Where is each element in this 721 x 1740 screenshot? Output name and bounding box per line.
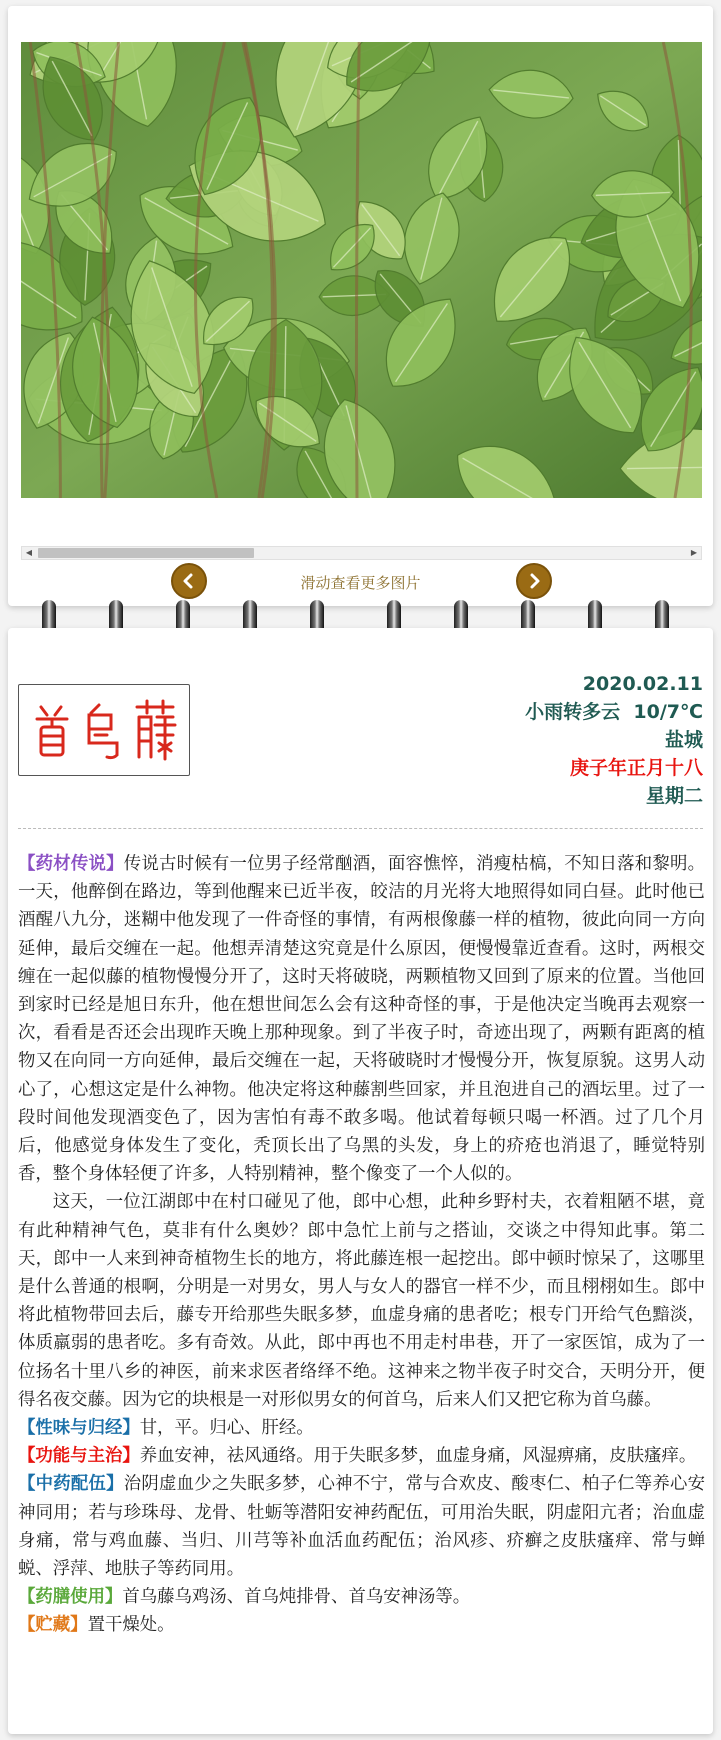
function-section — [18, 1442, 705, 1470]
herb-photo — [21, 42, 702, 498]
next-image-button[interactable] — [516, 563, 552, 599]
storage-text: 置干燥处。 — [87, 1615, 175, 1636]
herb-name-seal — [18, 684, 190, 776]
photo-gallery-card — [8, 6, 713, 606]
leaf-foliage-image — [21, 42, 702, 498]
city-text: 盐城 — [664, 729, 703, 751]
dashed-divider — [18, 828, 703, 829]
weather-text: 小雨转多云 10/7℃ — [525, 701, 703, 723]
arrow-right-icon — [524, 571, 544, 591]
scrollbar-thumb[interactable] — [38, 548, 254, 558]
swipe-hint: 滑动查看更多图片 — [300, 574, 421, 592]
legend-tag: 【药材传说】 — [18, 854, 124, 874]
date-info-panel — [525, 670, 703, 810]
article-paper — [8, 628, 713, 1734]
diet-tag: 【药膳使用】 — [18, 1587, 123, 1608]
function-tag: 【功能与主治】 — [18, 1446, 140, 1467]
combo-section — [18, 1470, 705, 1583]
storage-section — [18, 1611, 705, 1639]
arrow-left-icon — [179, 571, 199, 591]
lunar-date-text: 庚子年正月十八 — [569, 757, 703, 779]
gallery-nav — [8, 563, 713, 599]
weekday-text: 星期二 — [645, 785, 703, 807]
scroll-right-arrow-icon[interactable]: ▶ — [690, 548, 698, 557]
nature-section — [18, 1414, 705, 1442]
scroll-left-arrow-icon[interactable]: ◀ — [25, 548, 33, 557]
legend-text: 传说古时候有一位男子经常酗酒，面容憔悴，消瘦枯槁，不知日落和黎明。一天，他醉倒在路边，等到他醒来已近半夜，皎洁的月光将大地照得如同白昼。此时他已酒醒八九分，迷糊中他发现了一件奇怪的事情，有两根像藤一样的植物，彼此向同一方向延伸，最后交缠在一起。他想弄清楚这究竟是什么原因，便慢慢靠近查看。这时，两根交缠在一起似藤的植物慢慢分开了，这时天将破晓，两颗植物又回到了原来的位置。当他回到家时已经是旭日东升，他在想世间怎么会有这种奇怪的事，于是他决定当晚再去观察一次，看看是否还会出现昨天晚上那种现象。到了半夜子时，奇迹出现了，两颗有距离的植物又在向同一方向延伸，最后交缠在一起，天将破晓时才慢慢分开，恢复原貌。这男人动心了，心想这定是什么神物。他决定将这种藤割些回家，并且泡进自己的酒坛里。过了一段时间他发现酒变色了，因为害怕有毒不敢多喝。他试着每顿只喝一杯酒。过了几个月后，他感觉身体发生了变化，秃顶长出了乌黑的头发，身上的疥疮也消退了，睡觉特别香，整个身体轻便了许多，人特别精神，整个像变了一个人似的。 — [18, 854, 705, 1185]
article-content — [18, 850, 705, 1640]
nature-text: 甘，平。归心、肝经。 — [139, 1418, 314, 1439]
diet-text: 首乌藤乌鸡汤、首乌炖排骨、首乌安神汤等。 — [122, 1587, 471, 1608]
gallery-scrollbar[interactable] — [21, 546, 702, 560]
combo-tag: 【中药配伍】 — [18, 1474, 124, 1495]
nature-tag: 【性味与归经】 — [18, 1418, 140, 1439]
storage-tag: 【贮藏】 — [18, 1615, 88, 1636]
diet-section — [18, 1583, 705, 1611]
seal-script-logo — [27, 695, 183, 765]
legend-paragraph — [18, 850, 705, 1188]
combo-text: 治阴虚血少之失眠多梦，心神不宁，常与合欢皮、酸枣仁、柏子仁等养心安神同用；若与珍珠母、龙骨、牡蛎等潜阳安神药配伍，可用治失眠，阴虚阳亢者；治血虚身痛，常与鸡血藤、当归、川芎等补血活血药配伍；治风疹、疥癣之皮肤瘙痒、常与蝉蜕、浮萍、地肤子等药同用。 — [18, 1474, 705, 1580]
prev-image-button[interactable] — [171, 563, 207, 599]
function-text: 养血安神，祛风通络。用于失眠多梦，血虚身痛，风湿痹痛，皮肤瘙痒。 — [139, 1446, 697, 1467]
legend-paragraph-2: 这天，一位江湖郎中在村口碰见了他，郎中心想，此种乡野村夫，衣着粗陋不堪，竟有此种精神气色，莫非有什么奥妙？郎中急忙上前与之搭讪，交谈之中得知此事。第二天，郎中一人来到神奇植物生长的地方，将此藤连根一起挖出。郎中顿时惊呆了，这哪里是什么普通的根啊，分明是一对男女，男人与女人的器官一样不少，而且栩栩如生。郎中将此植物带回去后，藤专开给那些失眠多梦，血虚身痛的患者吃；根专门开给气色黯淡，体质羸弱的患者吃。多有奇效。从此，郎中再也不用走村串巷，开了一家医馆，成为了一位扬名十里八乡的神医，前来求医者络绎不绝。这神来之物半夜子时交合，天明分开，便得名夜交藤。因为它的块根是一对形似男女的何首乌，后来人们又把它称为首乌藤。 — [18, 1192, 705, 1410]
date-text: 2020.02.11 — [582, 673, 703, 695]
